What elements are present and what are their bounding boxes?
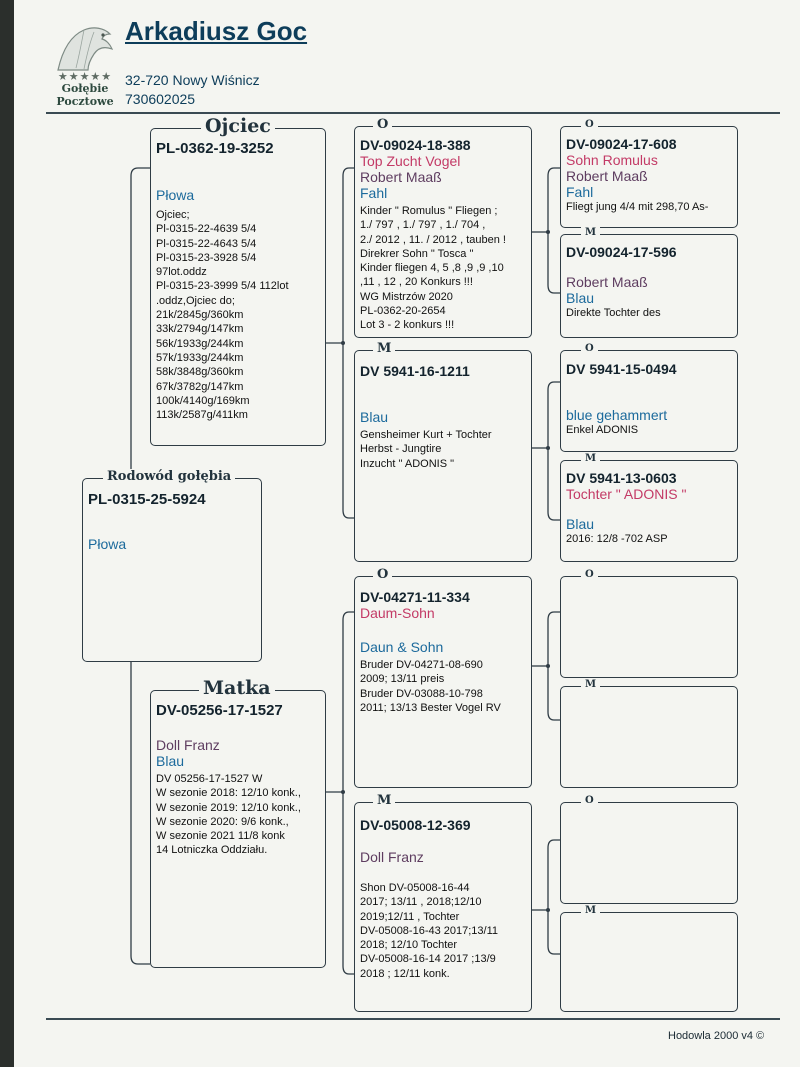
- subject-ring: PL-0315-25-5924: [88, 491, 206, 508]
- fm-father-label: O: [581, 343, 598, 354]
- mf-mother-label: M: [581, 679, 600, 690]
- ff-father-color: Fahl: [566, 184, 594, 200]
- maternal-grandfather-card: [354, 567, 532, 788]
- paternal-grandfather-card: [354, 117, 532, 338]
- maternal-grandfather-label: O: [373, 567, 392, 582]
- fm-mother-color: Blau: [566, 516, 595, 532]
- mf-father-card: [560, 569, 738, 678]
- mm-father-label: O: [581, 795, 598, 806]
- father-label: Ojciec: [201, 115, 275, 137]
- paternal-grandmother-ring: DV 5941-16-1211: [360, 363, 470, 379]
- maternal-grandmother-notes: Shon DV-05008-16-44 2017; 13/11 , 2018;12/10 2019;12/11 , Tochter DV-05008-16-43 2017;13/11 2018; 12/10 Tochter DV-05008-16-14 2017 ;13/9 2018 ; 12/11 konk.: [360, 882, 499, 980]
- fm-father-card: [560, 343, 738, 452]
- father-notes: Ojciec; Pl-0315-22-4639 5/4 Pl-0315-22-4643 5/4 Pl-0315-23-3928 5/4 97lot.oddz Pl-0315-23-3999 5/4 112lot .oddz,Ojciec do; 21k/2845g/360km 33k/2794g/147km 56k/1933g/244km 57k/1933g/244km 58k/3848g/360km 67k/3782g/147km 100k/4140g/169km 113k/2587g/411km: [156, 209, 289, 422]
- pedigree-label: Rodowód gołębia: [103, 469, 235, 484]
- fm-mother-label: M: [581, 453, 600, 464]
- mf-mother-card: [560, 679, 738, 788]
- paternal-grandfather-label: O: [373, 117, 392, 132]
- ff-mother-breeder: Robert Maaß: [566, 274, 648, 290]
- maternal-grandmother-ring: DV-05008-12-369: [360, 817, 471, 833]
- subject-card: [82, 469, 262, 662]
- fm-father-color: blue gehammert: [566, 407, 668, 423]
- maternal-grandfather-breeder: Daun & Sohn: [360, 639, 444, 655]
- breeder-name: Arkadiusz Goc: [125, 16, 308, 46]
- mother-ring: DV-05256-17-1527: [156, 702, 283, 719]
- ff-father-label: O: [581, 119, 598, 130]
- logo-stars: ★★★★★: [57, 71, 113, 83]
- ff-father-notes: Fliegt jung 4/4 mit 298,70 As-: [566, 201, 709, 213]
- ff-mother-ring: DV-09024-17-596: [566, 244, 677, 260]
- ff-father-card: [560, 119, 738, 228]
- father-color: Płowa: [156, 187, 195, 203]
- fm-mother-ring: DV 5941-13-0603: [566, 470, 677, 486]
- mother-breeder: Doll Franz: [156, 737, 220, 753]
- breeder-phone: 730602025: [125, 91, 196, 107]
- footer-credit: Hodowla 2000 v4 ©: [668, 1030, 765, 1042]
- mother-card: [150, 677, 326, 968]
- paternal-grandfather-breeder: Robert Maaß: [360, 169, 442, 185]
- father-card: [150, 115, 326, 446]
- logo-text-line1: Gołębie: [61, 82, 109, 95]
- maternal-grandfather-name: Daum-Sohn: [360, 605, 435, 621]
- fm-mother-notes: 2016: 12/8 -702 ASP: [566, 533, 668, 545]
- mf-father-label: O: [581, 569, 598, 580]
- father-ring: PL-0362-19-3252: [156, 140, 274, 157]
- maternal-grandfather-notes: Bruder DV-04271-08-690 2009; 13/11 preis Bruder DV-03088-10-798 2011; 13/13 Bester Vogel RV: [360, 659, 501, 714]
- paternal-grandmother-card: [354, 341, 532, 562]
- paternal-grandfather-notes: Kinder " Romulus " Fliegen ; 1./ 797 , 1./ 797 , 1./ 704 , 2./ 2012 , 11. / 2012 , tauben ! Direkrer Sohn " Tosca " Kinder fliegen 4, 5 ,8 ,9 ,9 ,10 ,11 , 12 , 20 Konkurs !!! WG Mistrzów 2020 PL-0362-20-2654 Lot 3 - 2 konkurs !!!: [360, 205, 506, 332]
- fm-mother-name: Tochter " ADONIS ": [566, 486, 687, 502]
- maternal-grandmother-label: M: [373, 793, 395, 808]
- maternal-grandmother-card: [354, 793, 532, 1012]
- ff-mother-label: M: [581, 227, 600, 238]
- mm-father-card: [560, 795, 738, 904]
- maternal-grandfather-ring: DV-04271-11-334: [360, 589, 470, 605]
- ff-father-ring: DV-09024-17-608: [566, 136, 677, 152]
- subject-color: Płowa: [88, 536, 127, 552]
- ff-mother-color: Blau: [566, 290, 595, 306]
- mother-notes: DV 05256-17-1527 W W sezonie 2018: 12/10 konk., W sezonie 2019: 12/10 konk., W sezonie 2020: 9/6 konk., W sezonie 2021 11/8 konk 14 Lotniczka Oddziału.: [156, 773, 301, 857]
- ff-mother-notes: Direkte Tochter des: [566, 307, 661, 319]
- ff-mother-card: [560, 227, 738, 338]
- paternal-grandmother-label: M: [373, 341, 395, 356]
- paternal-grandmother-color: Blau: [360, 409, 389, 425]
- paternal-grandfather-name: Top Zucht Vogel: [360, 153, 461, 169]
- ff-father-breeder: Robert Maaß: [566, 168, 648, 184]
- logo-text-line2: Pocztowe: [56, 95, 114, 108]
- paternal-grandfather-ring: DV-09024-18-388: [360, 137, 471, 153]
- maternal-grandmother-breeder: Doll Franz: [360, 849, 424, 865]
- mother-color: Blau: [156, 753, 185, 769]
- paternal-grandfather-color: Fahl: [360, 185, 388, 201]
- breeder-address: 32-720 Nowy Wiśnicz: [125, 72, 260, 88]
- fm-father-notes: Enkel ADONIS: [566, 424, 639, 436]
- mm-mother-card: [560, 905, 738, 1012]
- mm-mother-label: M: [581, 905, 600, 916]
- footer-divider: [46, 1018, 780, 1020]
- fm-mother-card: [560, 453, 738, 562]
- paternal-grandmother-notes: Gensheimer Kurt + Tochter Herbst - Jungtire Inzucht " ADONIS ": [360, 429, 492, 470]
- fm-father-ring: DV 5941-15-0494: [566, 361, 677, 377]
- ff-father-name: Sohn Romulus: [566, 152, 658, 168]
- mother-label: Matka: [199, 677, 275, 699]
